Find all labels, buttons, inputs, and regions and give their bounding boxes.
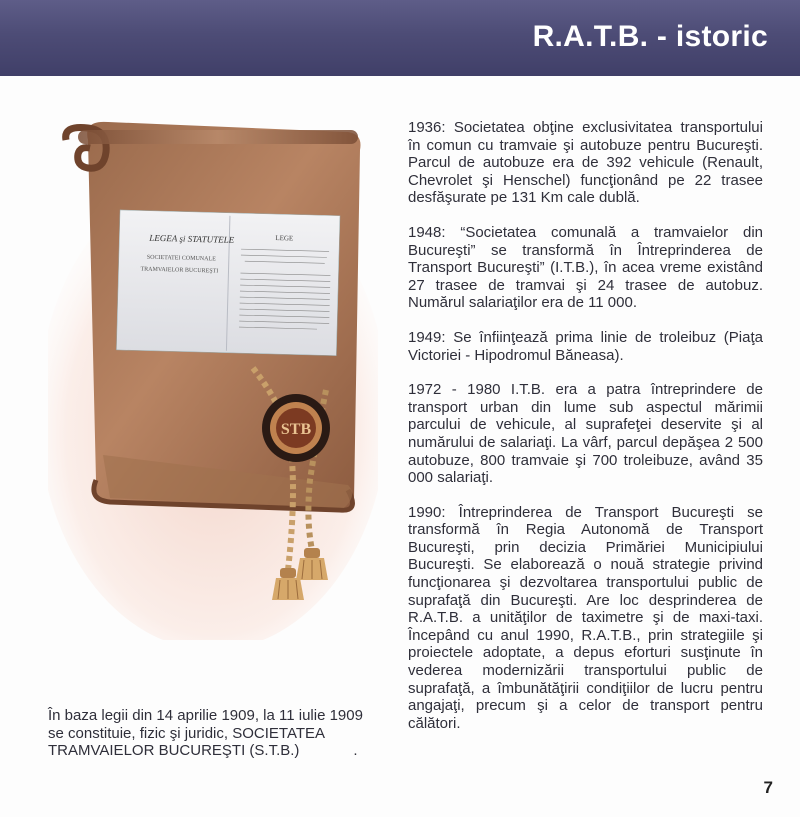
- seal-text: STB: [280, 421, 312, 438]
- page-header: [0, 0, 800, 76]
- law-document: [116, 210, 340, 356]
- document-right-title: LEGE: [275, 234, 294, 243]
- history-paragraph-1972: 1972 - 1980 I.T.B. era a patra întreprindere de transport urban din lume sub aspectul mărimii parcului de vehicule, al suprafeţei deservite şi al numărului de salariaţi. La vârf, parcul depăşea 2 500 autobuze, 800 tramvaie şi 700 troleibuze, având 35 000 salariaţi.: [408, 381, 763, 487]
- document-left-line1: SOCIETATEI COMUNALE: [146, 254, 216, 263]
- founding-caption: [48, 707, 378, 760]
- history-text-column: [408, 119, 763, 749]
- scroll-image: [48, 100, 378, 640]
- page-number: 7: [763, 778, 773, 797]
- scroll-top-roll: [78, 130, 358, 144]
- founding-caption-text: În baza legii din 14 aprilie 1909, la 11 iulie 1909 se constituie, fizic şi juridic, SOCIETATEA TRAMVAIELOR BUCUREŞTI (S.T.B.): [48, 707, 363, 759]
- document-left-line2: TRAMVAIELOR BUCUREŞTI: [140, 266, 219, 275]
- founding-caption-trailing-dot: .: [353, 742, 358, 759]
- wax-seal: [262, 394, 330, 462]
- document-left-title: LEGEA şi STATUTELE: [149, 232, 235, 245]
- history-paragraph-1936: 1936: Societatea obţine exclusivitatea transportului în comun cu tramvaie şi autobuze pentru Bucureşti. Parcul de autobuze era de 392 vehicule (Renault, Chevrolet şi Henschel) funcţionând pe 22 trasee desfăşurate pe 131 Km cale dublă.: [408, 119, 763, 207]
- historic-scroll-illustration: [48, 100, 378, 640]
- page-title: R.A.T.B. - istoric: [532, 20, 768, 53]
- history-paragraph-1948: 1948: “Societatea comunală a tramvaielor din Bucureşti” se transformă în Întreprinderea de Transport Bucureşti” (I.T.B.), în acea vreme existând 27 trasee de tramvai şi 24 trasee de autobuz. Numărul salariaţilor era de 11 000.: [408, 223, 763, 312]
- history-paragraph-1990: 1990: Întreprinderea de Transport Bucureşti se transformă în Regia Autonomă de Transport Bucureşti, prin decizia Primăriei Municipiului Bucureşti. Se elaborează o nouă strategie privind funcţionarea şi dezvoltarea transportului public de suprafaţă din Bucureşti. Are loc desprinderea de R.A.T.B. a unităţilor de taximetre şi de maxi-taxi. Începând cu anul 1990, R.A.T.B., prin strategiile şi proiectele adoptate, a depus eforturi susţinute în vederea modernizării transportului public de suprafaţă, a îmbunătăţirii condiţiilor de lucru pentru angajaţi, precum şi a celor de transport pentru călători.: [408, 503, 763, 732]
- history-paragraph-1949: 1949: Se înfiinţează prima linie de troleibuz (Piaţa Victoriei - Hipodromul Băneasa).: [408, 328, 763, 364]
